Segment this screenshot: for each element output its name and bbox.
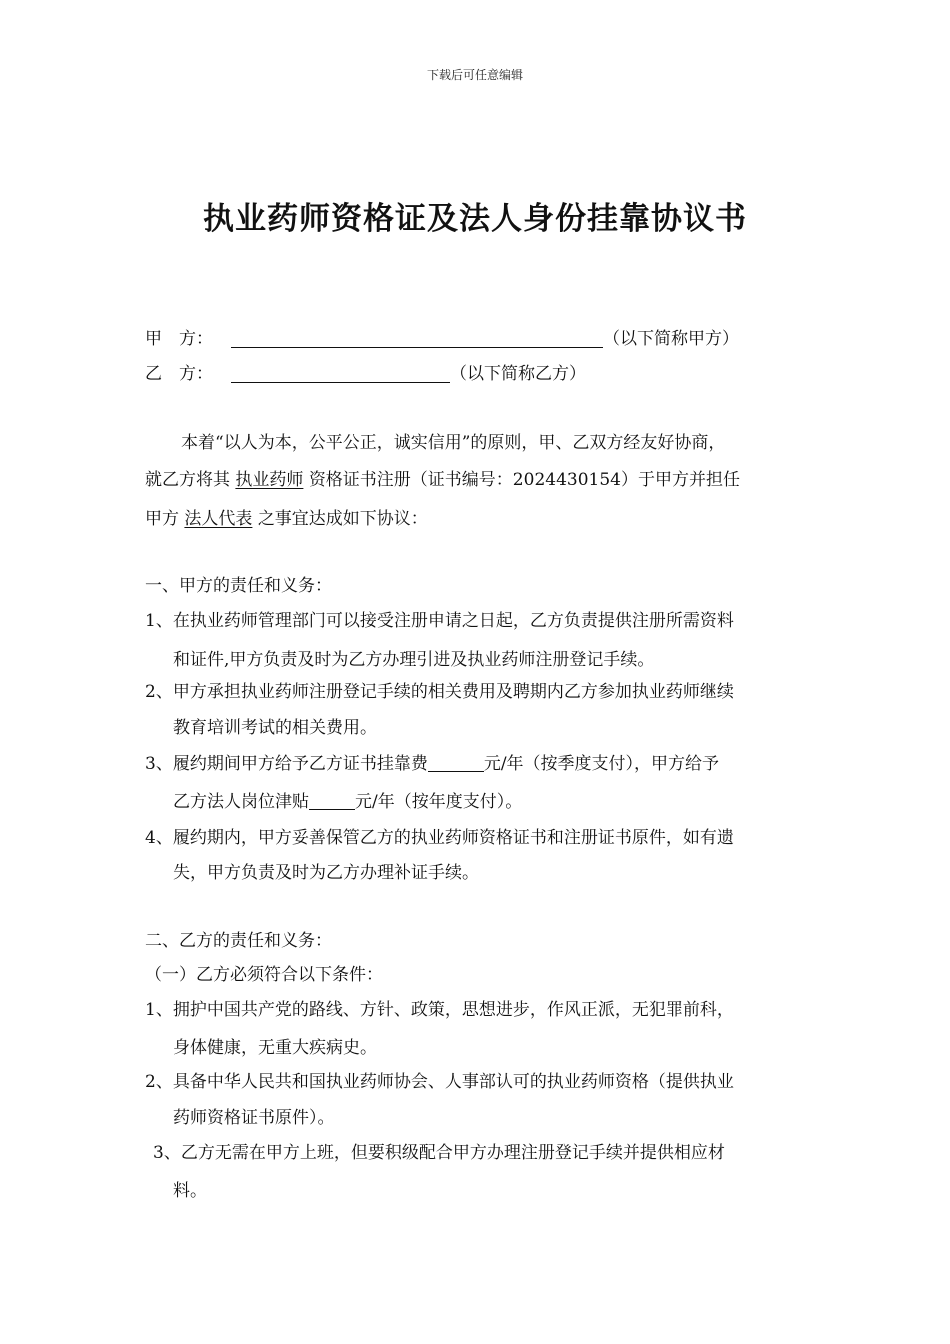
allowance-blank[interactable]: [309, 793, 355, 810]
party-a-line: [145, 327, 739, 351]
party-b-blank[interactable]: [231, 364, 450, 383]
party-a-suffix: （以下简称甲方）: [603, 329, 739, 349]
intro-text: 资格证书注册（证书编号：2024430154）于甲方并担任: [308, 470, 740, 490]
s1-item-3-cont: [173, 790, 522, 814]
section-2-heading: 二、乙方的责任和义务：: [145, 931, 332, 951]
party-b-suffix: （以下简称乙方）: [450, 364, 586, 384]
intro-text: 就乙方将其: [145, 470, 230, 490]
section-1-heading: 一、甲方的责任和义务：: [145, 576, 332, 596]
fee-blank[interactable]: [428, 755, 484, 772]
s1-item-2: 2、甲方承担执业药师注册登记手续的相关费用及聘期内乙方参加执业药师继续: [145, 682, 734, 702]
party-a-label: 甲 方：: [145, 329, 213, 349]
s1-item-2-cont: 教育培训考试的相关费用。: [173, 718, 377, 738]
intro-text: 甲方: [145, 509, 179, 529]
party-b-line: [145, 362, 586, 386]
s1-item-3-text: 3、履约期间甲方给予乙方证书挂靠费: [145, 754, 428, 774]
party-b-label: 乙 方：: [145, 364, 213, 384]
section-2-sub-1: （一）乙方必须符合以下条件：: [145, 965, 383, 985]
s2-item-1-cont: 身体健康，无重大疾病史。: [173, 1038, 377, 1058]
s1-item-3-text: 乙方法人岗位津贴: [173, 792, 309, 812]
s2-item-3-cont: 料。: [173, 1181, 207, 1201]
s1-item-4: 4、履约期内，甲方妥善保管乙方的执业药师资格证书和注册证书原件，如有遗: [145, 828, 734, 848]
s1-item-1: 1、在执业药师管理部门可以接受注册申请之日起，乙方负责提供注册所需资料: [145, 611, 734, 631]
intro-line-1: 本着“以人为本，公平公正，诚实信用”的原则，甲、乙双方经友好协商，: [181, 433, 726, 453]
intro-text: 之事宜达成如下协议：: [257, 509, 428, 529]
certificate-type: 执业药师: [235, 470, 304, 490]
s1-item-3-text: 元/年（按季度支付），甲方给予: [483, 754, 720, 774]
s2-item-3: 3、乙方无需在甲方上班，但要积级配合甲方办理注册登记手续并提供相应材: [153, 1143, 725, 1163]
s1-item-3-text: 元/年（按年度支付）。: [355, 792, 523, 812]
party-a-blank[interactable]: [231, 329, 603, 348]
header-note: 下载后可任意编辑: [426, 68, 523, 82]
intro-line-3: [145, 507, 428, 531]
role-name: 法人代表: [184, 509, 253, 529]
intro-line-2: [145, 468, 740, 492]
s1-item-4-cont: 失，甲方负责及时为乙方办理补证手续。: [173, 863, 479, 883]
s2-item-2: 2、具备中华人民共和国执业药师协会、人事部认可的执业药师资格（提供执业: [145, 1072, 734, 1092]
s2-item-2-cont: 药师资格证书原件）。: [173, 1108, 335, 1128]
document-title: 执业药师资格证及法人身份挂靠协议书: [203, 201, 747, 237]
s2-item-1: 1、拥护中国共产党的路线、方针、政策，思想进步，作风正派，无犯罪前科，: [145, 1000, 734, 1020]
s1-item-3: [145, 752, 719, 776]
s1-item-1-cont: 和证件,甲方负责及时为乙方办理引进及执业药师注册登记手续。: [173, 650, 655, 670]
